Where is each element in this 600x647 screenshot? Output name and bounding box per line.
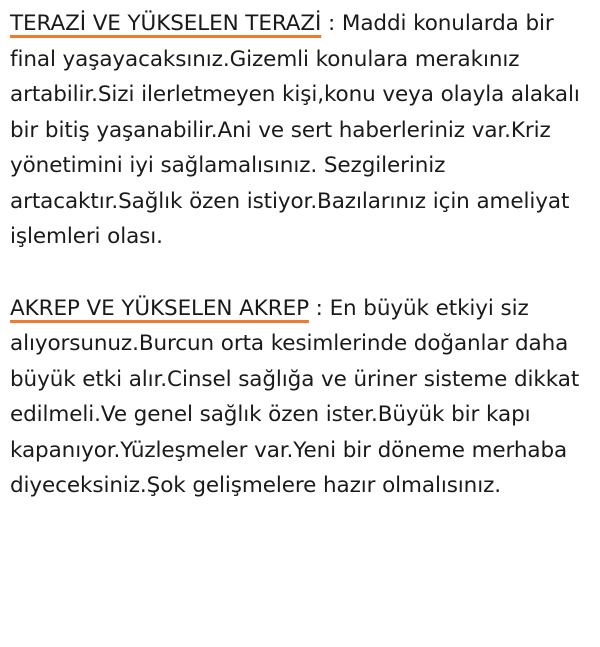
heading-separator: : — [321, 11, 342, 36]
horoscope-document — [10, 6, 595, 504]
section-libra — [10, 6, 595, 255]
section-body-scorpio: En büyük etkiyi siz alıyorsunuz.Burcun orta kesimlerinde doğanlar daha büyük etki alır.Cinsel sağlığa ve üriner sisteme dikkat edilmeli.Ve genel sağlık özen ister.Büyük bir kapı kapanıyor.Yüzleşmeler var.Yeni bir döneme merhaba diyeceksiniz.Şok gelişmelere hazır olmalısınız. — [10, 295, 580, 498]
heading-separator: : — [308, 295, 330, 321]
section-body-libra: Maddi konularda bir final yaşayacaksınız.Gizemli konulara merakınız artabilir.Sizi ilerletmeyen kişi,konu veya olayla alakalı bir bitiş yaşanabilir.Ani ve sert haberleriniz var.Kriz yönetimini iyi sağlamalısınız. Sezgileriniz artacaktır.Sağlık özen istiyor.Bazılarınız için ameliyat işlemleri olası. — [10, 11, 580, 249]
section-heading-libra: TERAZİ VE YÜKSELEN TERAZİ — [10, 11, 322, 36]
section-scorpio — [10, 291, 595, 504]
section-heading-scorpio: AKREP VE YÜKSELEN AKREP — [10, 295, 309, 321]
